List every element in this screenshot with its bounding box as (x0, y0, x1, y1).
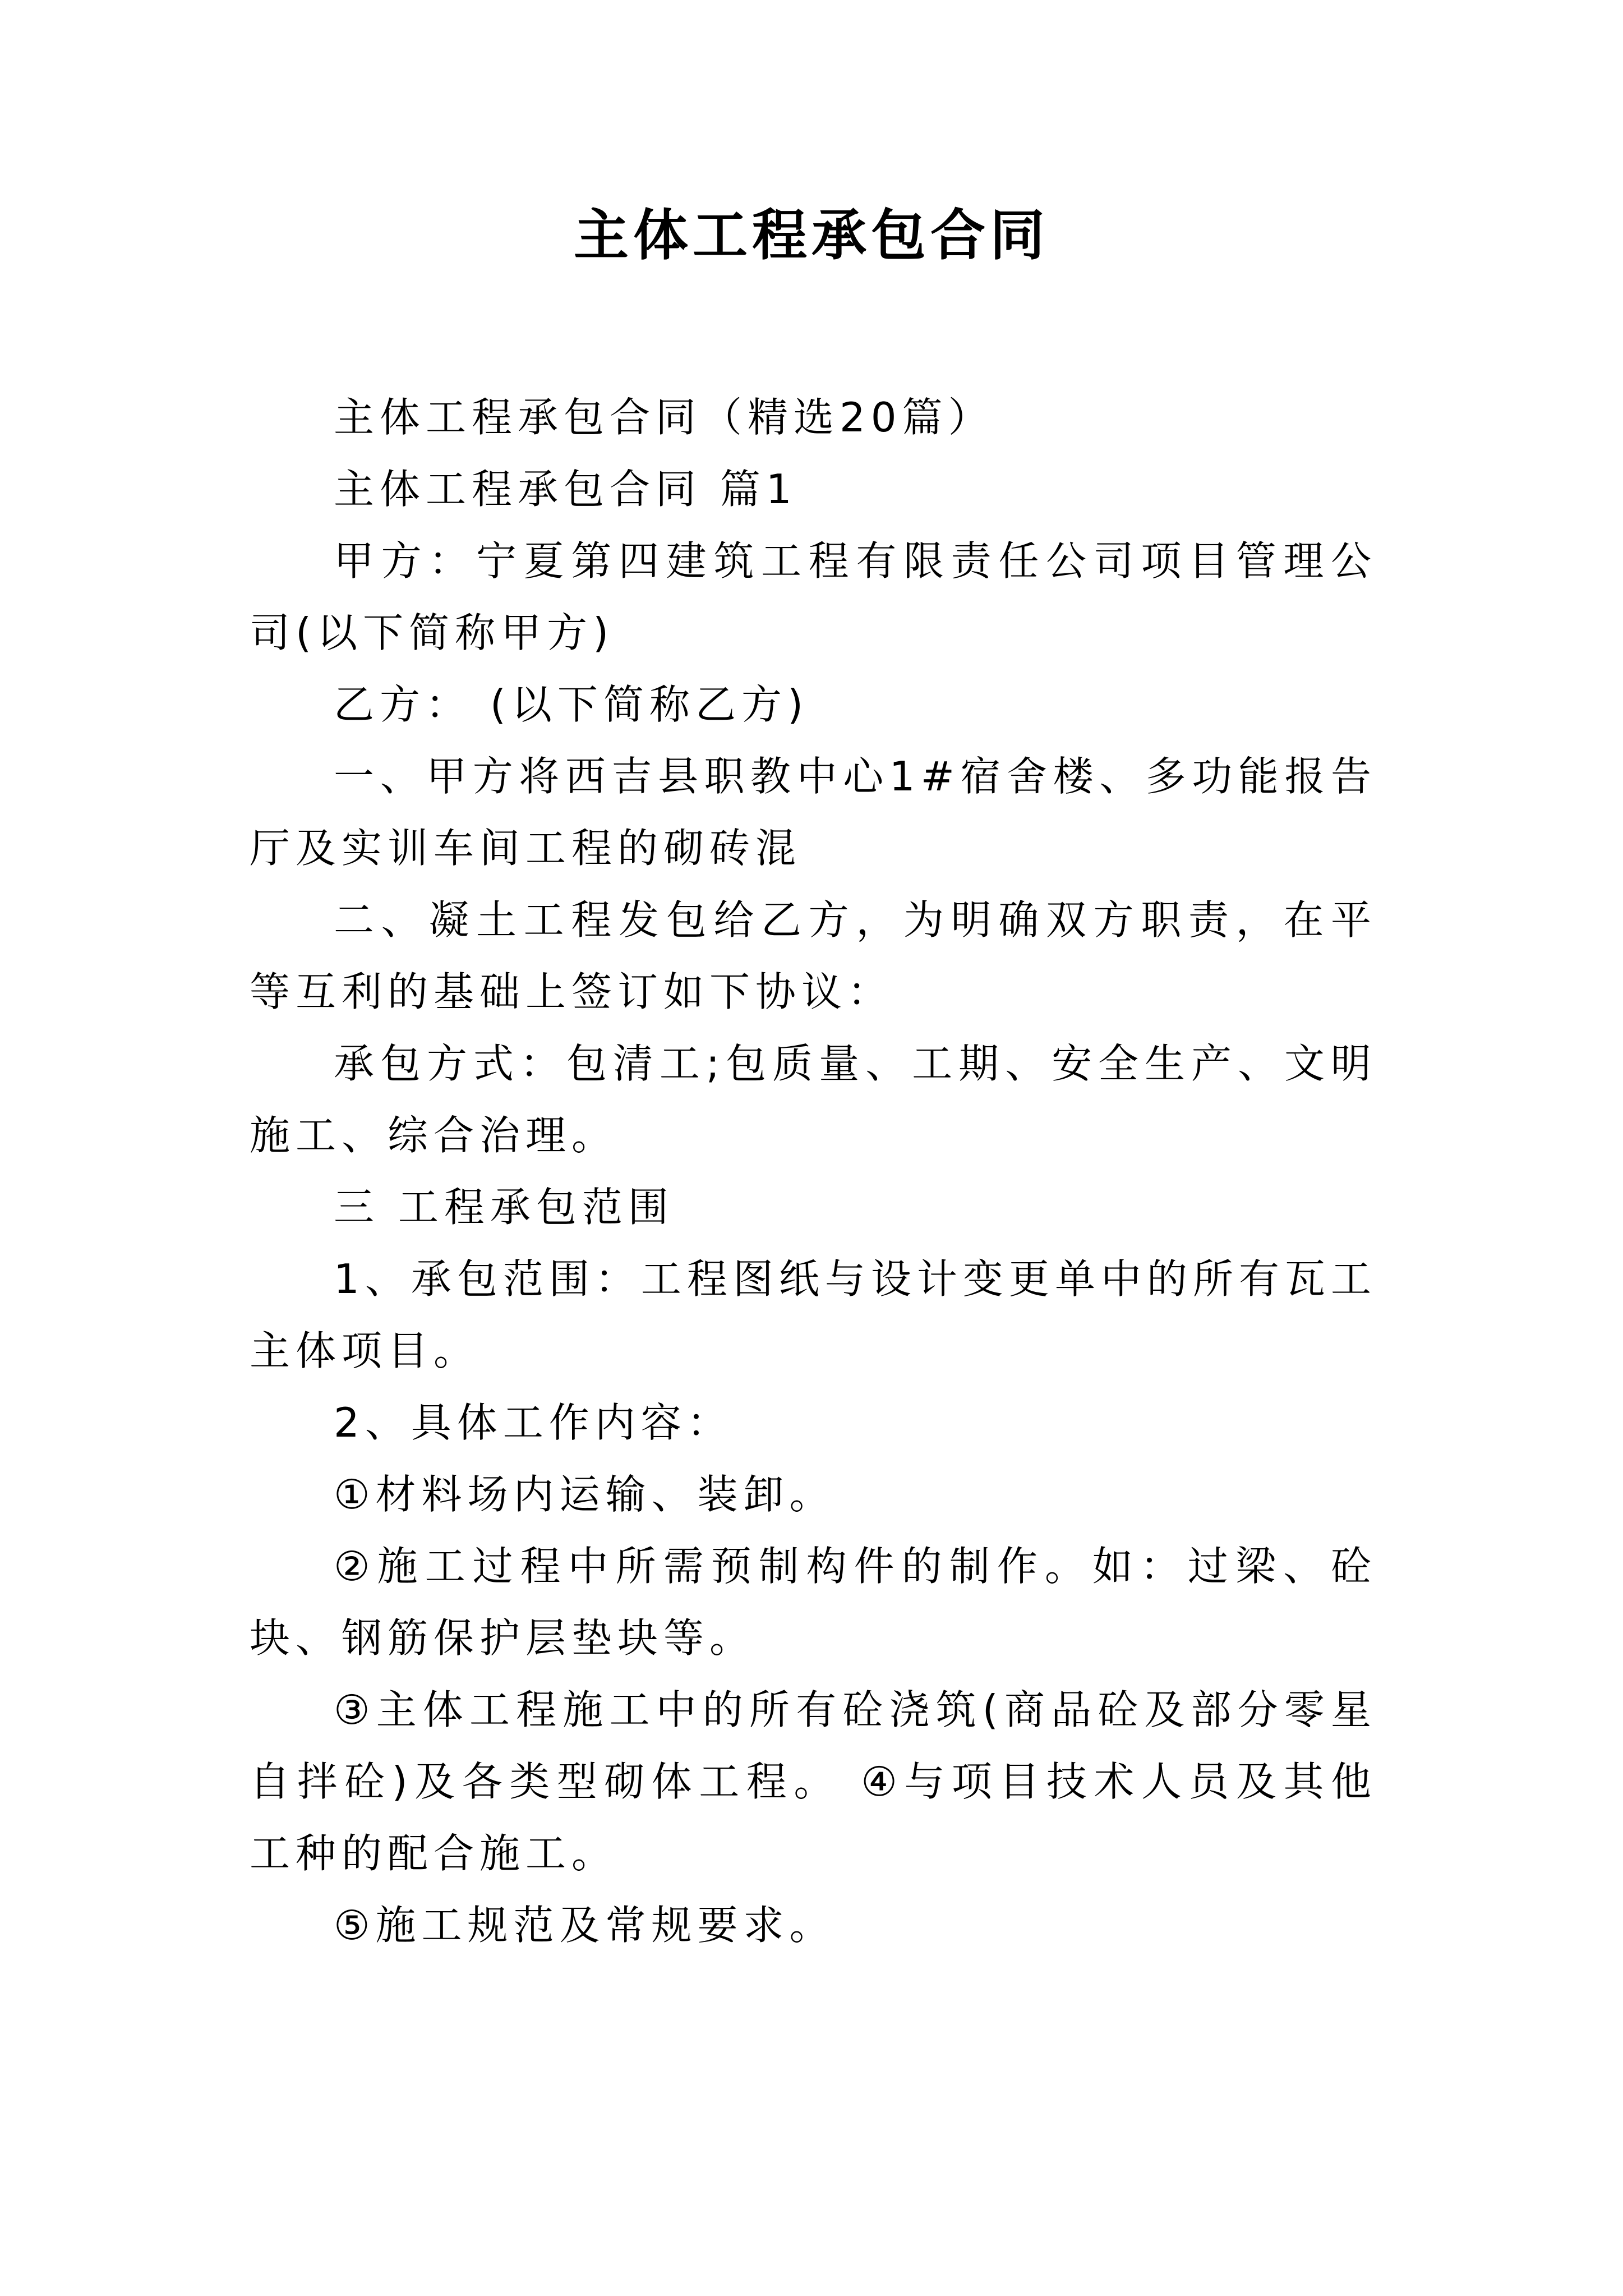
paragraph-item-3-4: ③主体工程施工中的所有砼浇筑(商品砼及部分零星自拌砼)及各类型砌体工程。 ④与项目技术人员及其他工种的配合施工。 (250, 1686, 1377, 1877)
paragraph-scope-1: 1、承包范围：工程图纸与设计变更单中的所有瓦工主体项目。 (250, 1255, 1377, 1374)
paragraph-party-a: 甲方：宁夏第四建筑工程有限责任公司项目管理公司(以下简称甲方) (250, 537, 1377, 656)
paragraph-item-5: ⑤施工规范及常规要求。 (334, 1902, 836, 1949)
document-body (250, 381, 1377, 1961)
paragraph-clause-1: 一、甲方将西吉县职教中心1#宿舍楼、多功能报告厅及实训车间工程的砌砖混 (250, 753, 1377, 872)
document-title: 主体工程承包合同 (573, 203, 1049, 268)
paragraph-heading: 主体工程承包合同（精选20篇） (334, 394, 994, 441)
paragraph-party-b: 乙方： (以下简称乙方) (334, 681, 809, 728)
paragraph-contract-method: 承包方式：包清工;包质量、工期、安全生产、文明施工、综合治理。 (250, 1040, 1377, 1159)
paragraph-scope-heading: 三 工程承包范围 (334, 1184, 674, 1231)
paragraph-scope-2: 2、具体工作内容： (334, 1399, 733, 1446)
paragraph-clause-2: 二、凝土工程发包给乙方，为明确双方职责，在平等互利的基础上签订如下协议： (250, 896, 1377, 1015)
paragraph-item-1: ①材料场内运输、装卸。 (334, 1471, 836, 1518)
paragraph-item-2: ②施工过程中所需预制构件的制作。如：过梁、砼块、钢筋保护层垫块等。 (250, 1543, 1377, 1662)
paragraph-section-title: 主体工程承包合同 篇1 (334, 466, 797, 513)
